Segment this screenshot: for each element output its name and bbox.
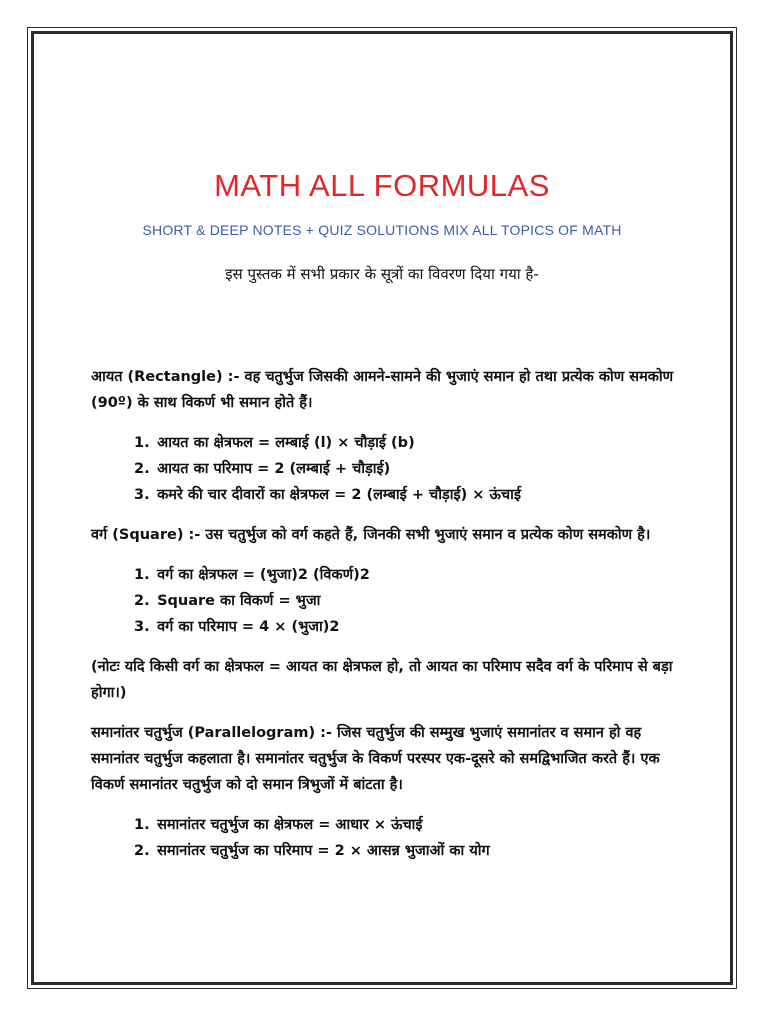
square-note: (नोटः यदि किसी वर्ग का क्षेत्रफल = आयत का क्षेत्रफल हो, तो आयत का परिमाप सदैव वर्ग के परिमाप से बड़ा होगा।): [91, 659, 673, 701]
list-number: 1.: [134, 435, 150, 451]
list-item: [134, 562, 691, 588]
list-item: [134, 838, 691, 864]
formula-text: वर्ग का क्षेत्रफल = (भुजा)2 (विकर्ण)2: [157, 567, 370, 583]
rectangle-formula-list: [91, 430, 691, 508]
list-item: [134, 482, 691, 508]
list-number: 2.: [134, 461, 150, 477]
formula-text: कमरे की चार दीवारों का क्षेत्रफल = 2 (लम्बाई + चौड़ाई) × ऊंचाई: [157, 487, 521, 503]
formula-text: समानांतर चतुर्भुज का परिमाप = 2 × आसन्न भुजाओं का योग: [157, 843, 490, 859]
formula-text: आयत का क्षेत्रफल = लम्बाई (l) × चौड़ाई (b): [157, 435, 415, 451]
list-item: [134, 614, 691, 640]
list-number: 3.: [134, 487, 150, 503]
formula-text: आयत का परिमाप = 2 (लम्बाई + चौड़ाई): [157, 461, 391, 477]
document-page: [31, 31, 733, 985]
list-item: [134, 812, 691, 838]
rectangle-definition: आयत (Rectangle) :- वह चतुर्भुज जिसकी आमने-सामने की भुजाएं समान हो तथा प्रत्येक कोण समकोण (90º) के साथ विकर्ण भी समान होते हैं।: [91, 369, 674, 411]
intro-line: इस पुस्तक में सभी प्रकार के सूत्रों का विवरण दिया गया है-: [225, 265, 539, 283]
formula-text: Square का विकर्ण = भुजा: [157, 593, 321, 609]
square-definition: वर्ग (Square) :- उस चतुर्भुज को वर्ग कहते हैं, जिनकी सभी भुजाएं समान व प्रत्येक कोण समकोण है।: [91, 527, 651, 543]
document-subtitle: SHORT & DEEP NOTES + QUIZ SOLUTIONS MIX ALL TOPICS OF MATH: [142, 222, 622, 238]
formula-text: समानांतर चतुर्भुज का क्षेत्रफल = आधार × ऊंचाई: [157, 817, 423, 833]
list-number: 2.: [134, 593, 150, 609]
list-number: 3.: [134, 619, 150, 635]
list-item: [134, 456, 691, 482]
parallelogram-definition: समानांतर चतुर्भुज (Parallelogram) :- जिस चतुर्भुज की सम्मुख भुजाएं समानांतर व समान हो वह समानांतर चतुर्भुज कहलाता है। समानांतर चतुर्भुज के विकर्ण परस्पर एक-दूसरे को समद्विभाजित करते हैं। एक विकर्ण समानांतर चतुर्भुज को दो समान त्रिभुजों में बांटता है।: [91, 725, 660, 793]
square-formula-list: [91, 562, 691, 640]
parallelogram-formula-list: [91, 812, 691, 864]
list-number: 1.: [134, 567, 150, 583]
document-title: MATH ALL FORMULAS: [214, 168, 550, 203]
list-item: [134, 588, 691, 614]
list-number: 2.: [134, 843, 150, 859]
list-item: [134, 430, 691, 456]
formula-content: [91, 364, 691, 878]
list-number: 1.: [134, 817, 150, 833]
formula-text: वर्ग का परिमाप = 4 × (भुजा)2: [157, 619, 340, 635]
